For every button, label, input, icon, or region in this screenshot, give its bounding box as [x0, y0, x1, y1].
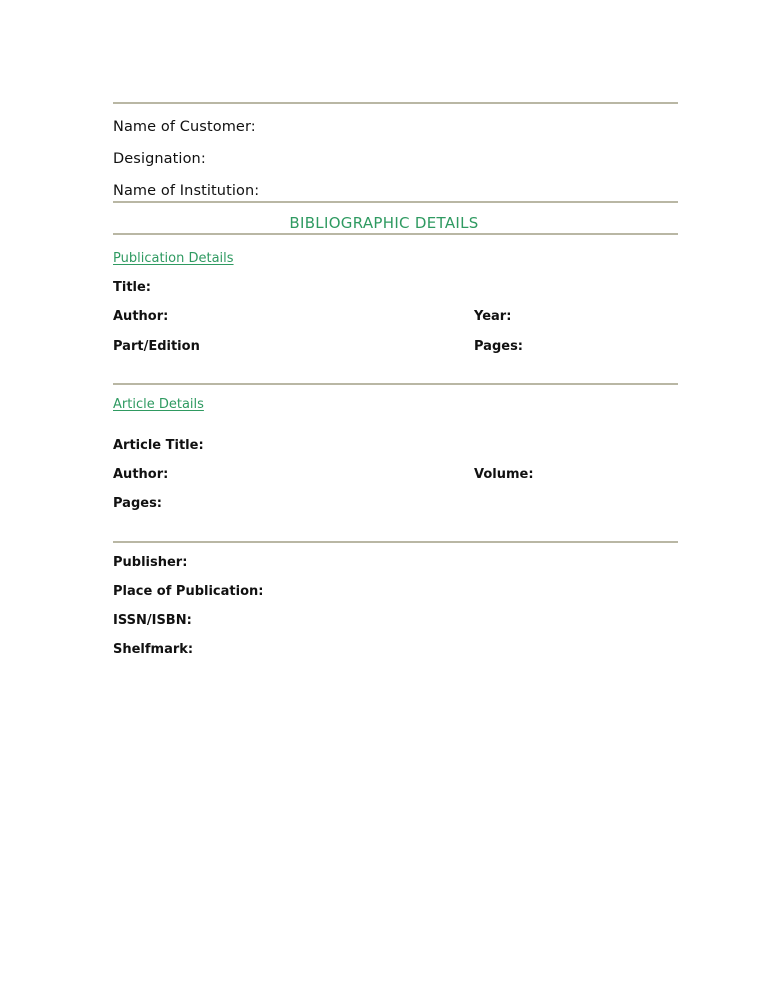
publication-author-label: Author: [113, 309, 169, 324]
publication-divider [113, 383, 678, 385]
article-title-label: Article Title: [113, 438, 204, 453]
customer-name-label: Name of Customer: [113, 119, 256, 135]
shelfmark-label: Shelfmark: [113, 642, 194, 657]
top-divider [113, 102, 678, 104]
publication-edition-label: Part/Edition [113, 339, 200, 354]
publisher-label: Publisher: [113, 555, 188, 570]
article-details-heading: Article Details [113, 397, 204, 412]
publication-details-heading: Publication Details [113, 251, 234, 266]
bibliographic-details-heading: BIBLIOGRAPHIC DETAILS [289, 214, 479, 232]
publication-year-label: Year: [474, 309, 512, 324]
article-divider [113, 541, 678, 543]
institution-label: Name of Institution: [113, 183, 260, 199]
bibliographic-divider [113, 233, 678, 235]
place-of-publication-label: Place of Publication: [113, 584, 264, 599]
article-author-label: Author: [113, 467, 169, 482]
issn-isbn-label: ISSN/ISBN: [113, 613, 192, 628]
article-pages-label: Pages: [113, 496, 163, 511]
customer-divider [113, 201, 678, 203]
publication-pages-label: Pages: [474, 339, 524, 354]
article-volume-label: Volume: [474, 467, 534, 482]
designation-label: Designation: [113, 151, 206, 167]
publication-title-label: Title: [113, 280, 152, 295]
